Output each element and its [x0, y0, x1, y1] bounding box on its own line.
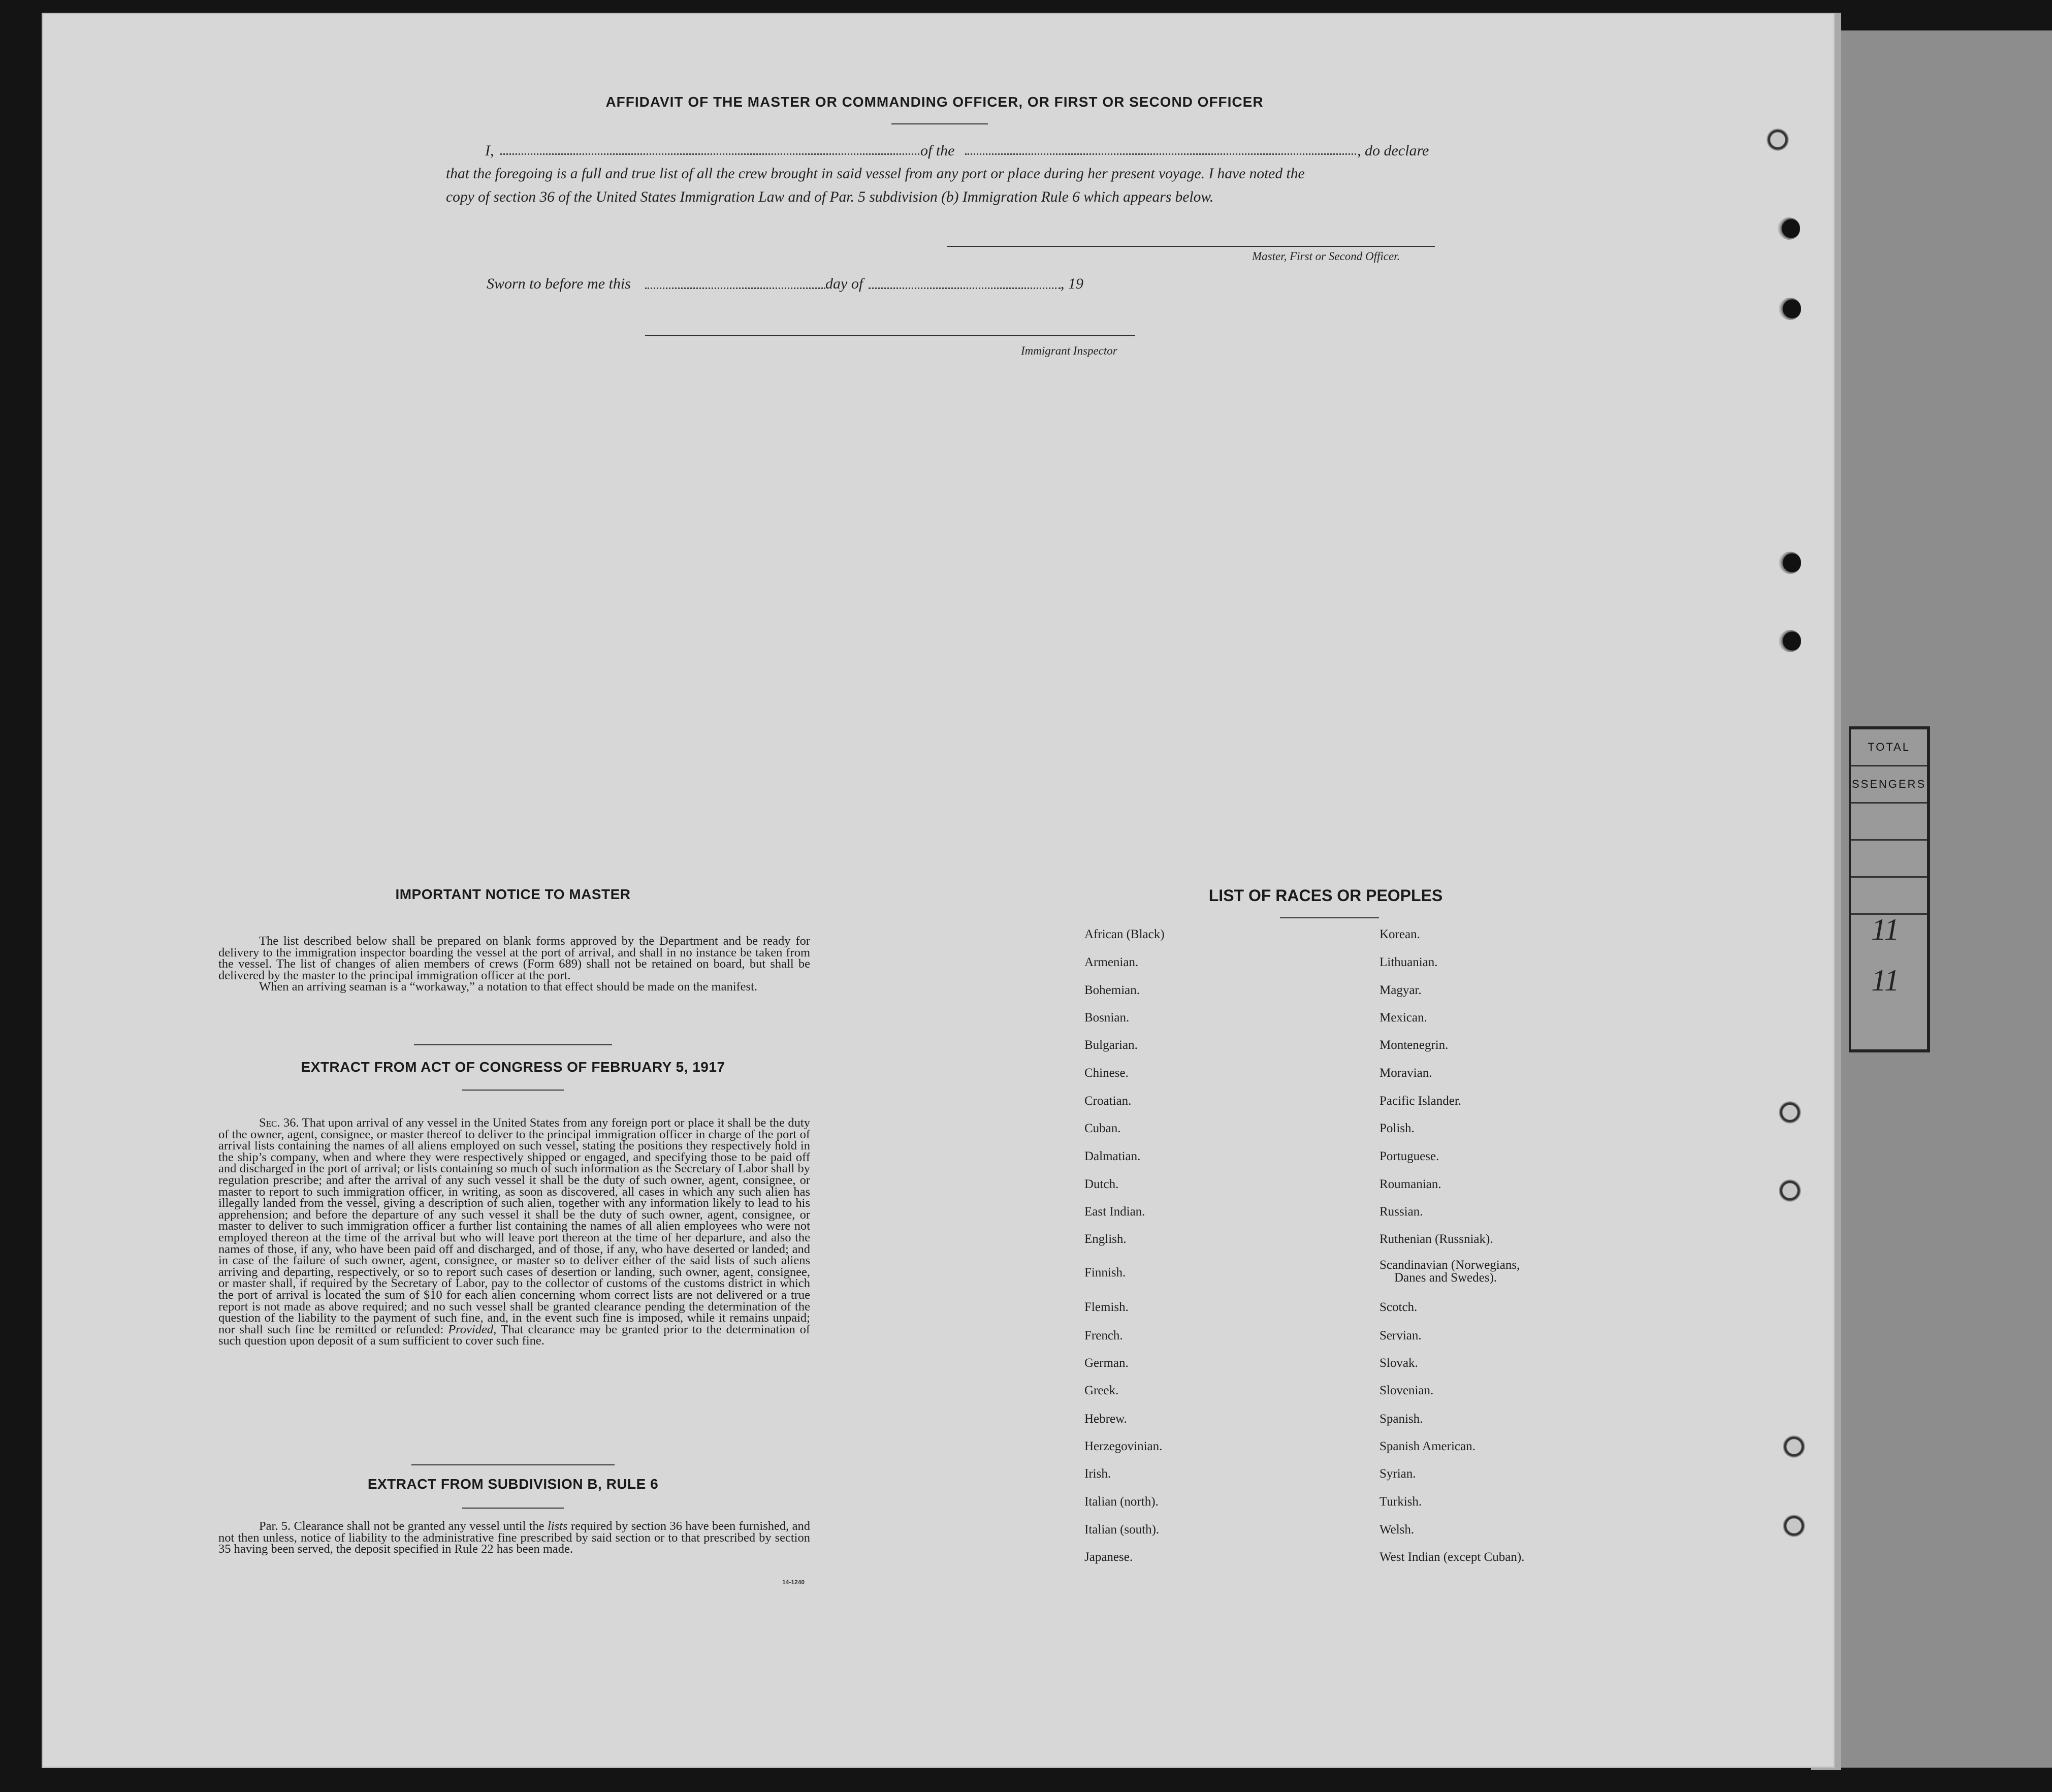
race-item: Montenegrin.: [1380, 1038, 1449, 1052]
binder-hole: [1779, 298, 1801, 320]
race-item: English.: [1084, 1232, 1127, 1246]
rule-extract-title: EXTRACT FROM SUBDIVISION B, RULE 6: [367, 1476, 659, 1492]
rule-extract-text: [218, 1521, 810, 1555]
handwritten-count: 11: [1871, 964, 1900, 997]
binder-hole: [1779, 1179, 1801, 1202]
notice-paragraph-2: When an arriving seaman is a “workaway,” a notation to that effect should be made on the manifest.: [259, 980, 758, 994]
binder-hole: [1767, 129, 1789, 151]
race-item: Bohemian.: [1084, 983, 1140, 997]
race-item: Herzegovinian.: [1084, 1439, 1163, 1453]
box-row: [1851, 804, 1927, 841]
race-item: Portuguese.: [1380, 1149, 1439, 1163]
inspector-signature-line: [645, 335, 1135, 336]
affidavit-of-label: of the: [920, 142, 955, 159]
affidavit-line-2: that the foregoing is a full and true list of all the crew brought in said vessel from any port or place during her present voyage. I have noted the: [446, 166, 1305, 182]
binder-hole: [1779, 1101, 1801, 1124]
inspector-caption: Immigrant Inspector: [1021, 344, 1117, 357]
sworn-label: Sworn to before me this: [487, 275, 631, 292]
race-item: Roumanian.: [1380, 1177, 1441, 1191]
race-item: Spanish American.: [1380, 1439, 1476, 1453]
par-5-text: Par. 5. Clearance shall not be granted any vessel until the: [259, 1519, 544, 1533]
race-item: Spanish.: [1380, 1412, 1423, 1426]
section-36-proviso: That clearance may be granted prior to the determination of such question upon deposit of a sum sufficient to cover such fine.: [218, 1322, 811, 1348]
section-label: Sec. 36.: [259, 1116, 299, 1130]
race-item: Dutch.: [1084, 1177, 1119, 1191]
race-item: East Indian.: [1084, 1205, 1145, 1219]
divider: [891, 123, 988, 124]
race-item: Servian.: [1380, 1329, 1422, 1342]
box-header-total: TOTAL: [1851, 729, 1927, 766]
race-item: Turkish.: [1380, 1495, 1422, 1509]
divider: [411, 1464, 615, 1465]
race-item: Russian.: [1380, 1205, 1423, 1219]
vessel-blank: [965, 153, 1356, 155]
race-item: Syrian.: [1380, 1467, 1416, 1481]
race-item: Flemish.: [1084, 1300, 1129, 1314]
affidavit-declare-label: , do declare: [1357, 142, 1429, 159]
race-item: French.: [1084, 1329, 1123, 1342]
provided-word: Provided,: [448, 1322, 497, 1336]
act-extract-title: EXTRACT FROM ACT OF CONGRESS OF FEBRUARY 5, 1917: [301, 1059, 725, 1075]
month-blank: [869, 287, 1061, 289]
race-item: Scandinavian (Norwegians,: [1380, 1258, 1520, 1272]
box-header-passengers: SSENGERS: [1851, 766, 1927, 804]
divider: [414, 1044, 612, 1045]
notice-paragraph-1: The list described below shall be prepared on blank forms approved by the Department and be ready for delivery to the immigration inspector boarding the vessel at the port of arrival, and shall in no instance be taken from the vessel. The list of changes of alien members of crews (Form 689) shall not be retained on board, but shall be delivered by the master to the principal immigration officer at the port.: [218, 934, 810, 982]
race-item: Dalmatian.: [1084, 1149, 1141, 1163]
form-number: 14-1240: [782, 1579, 805, 1586]
binder-hole: [1783, 1435, 1805, 1458]
divider: [1280, 917, 1379, 918]
race-item: Chinese.: [1084, 1066, 1129, 1080]
section-36-text: That upon arrival of any vessel in the United States from any foreign port or place it shall be the duty of the owner, agent, consignee, or master thereof to deliver to the principal immigration officer in charge of the port of arrival lists containing the names of all aliens employed on such vessel, stating the positions they respectively hold in the ship’s company, when and where they were respectively shipped or engaged, and specifying those to be paid off and discharged in the port of arrival; or lists containing so much of such information as the Secretary of Labor shall by regulation prescribe; and after the arrival of any such vessel it shall be the duty of such owner, agent, consignee, or master to report to such immigration officer, in writing, as soon as discovered, all cases in which any such alien has illegally landed from the vessel, giving a description of such alien, together with any information likely to lead to his apprehension; and before the departure of any such vessel it shall be the duty of such owner, agent, consignee, or master to deliver to such immigration officer a further list containing the names of all alien employees who were not employed thereon at the time of the arrival but who will leave port thereon at the time of her departure, and also the names of those, if any, who have been paid off and discharged, and of those, if any, who have deserted or landed; and in case of the failure of such owner, agent, consignee, or master so to deliver either of the said lists of such aliens arriving and departing, respectively, or so to report such cases of desertion or landing, such owner, agent, consignee, or master shall, if required by the Secretary of Labor, pay to the collector of customs of the customs district in which the port of arrival is located the sum of $10 for each alien concerning whom correct lists are not delivered or a true report is not made as above required; and no such vessel shall be granted clearance pending the determination of the question of the liability to the payment of such fine, and, in the event such fine is imposed, while it remains unpaid; nor shall such fine be remitted or refunded:: [218, 1116, 810, 1336]
race-item: African (Black): [1084, 927, 1165, 941]
race-item: Irish.: [1084, 1467, 1111, 1481]
binder-hole: [1779, 630, 1801, 652]
race-item: Ruthenian (Russniak).: [1380, 1232, 1493, 1246]
year-label: , 19: [1061, 275, 1083, 292]
day-of-label: day of: [825, 275, 863, 292]
master-caption: Master, First or Second Officer.: [1252, 250, 1400, 263]
sworn-day-blank: [645, 287, 825, 289]
name-blank: [500, 153, 919, 155]
race-item-continued: Danes and Swedes).: [1394, 1271, 1497, 1285]
master-signature-line: [947, 246, 1435, 247]
affidavit-title: AFFIDAVIT OF THE MASTER OR COMMANDING OFFICER, OR FIRST OR SECOND OFFICER: [605, 94, 1264, 110]
race-item: Greek.: [1084, 1384, 1119, 1397]
race-item: Bulgarian.: [1084, 1038, 1138, 1052]
affidavit-i-label: I,: [485, 142, 494, 159]
race-item: Pacific Islander.: [1380, 1094, 1462, 1108]
race-item: Bosnian.: [1084, 1011, 1130, 1025]
race-item: West Indian (except Cuban).: [1380, 1550, 1525, 1564]
race-item: Korean.: [1380, 927, 1420, 941]
race-item: Armenian.: [1084, 955, 1139, 969]
binder-hole: [1783, 1515, 1805, 1537]
divider: [462, 1090, 564, 1091]
race-item: Magyar.: [1380, 983, 1422, 997]
notice-title: IMPORTANT NOTICE TO MASTER: [395, 886, 631, 902]
race-item: Italian (north).: [1084, 1495, 1159, 1509]
race-item: Croatian.: [1084, 1094, 1132, 1108]
race-item: Moravian.: [1380, 1066, 1432, 1080]
race-item: Scotch.: [1380, 1300, 1418, 1314]
races-list-title: LIST OF RACES OR PEOPLES: [1208, 886, 1443, 905]
notice-text: [218, 936, 810, 993]
race-item: Slovak.: [1380, 1356, 1418, 1370]
binder-hole: [1779, 552, 1801, 574]
box-row: [1851, 878, 1927, 915]
handwritten-count: 11: [1871, 913, 1900, 946]
divider: [462, 1508, 564, 1509]
race-item: Finnish.: [1084, 1266, 1126, 1279]
par-5-text-continued: required by section 36 have been furnished, and not then unless, notice of liability to the administrative fine prescribed by said section or to that prescribed by section 35 having been served, the deposit specified in Rule 22 has been made.: [218, 1519, 811, 1556]
race-item: German.: [1084, 1356, 1129, 1370]
total-passengers-box: [1849, 726, 1930, 1052]
affidavit-line-3: copy of section 36 of the United States Immigration Law and of Par. 5 subdivision (b) Immigration Rule 6 which appears below.: [446, 189, 1214, 205]
race-item: Polish.: [1380, 1122, 1415, 1135]
race-item: Welsh.: [1380, 1523, 1415, 1537]
lists-word: lists: [548, 1519, 568, 1533]
race-item: Cuban.: [1084, 1122, 1121, 1135]
race-item: Hebrew.: [1084, 1412, 1127, 1426]
race-item: Japanese.: [1084, 1550, 1133, 1564]
binder-hole: [1778, 217, 1800, 240]
race-item: Lithuanian.: [1380, 955, 1438, 969]
act-extract-text: [218, 1117, 810, 1347]
race-item: Italian (south).: [1084, 1523, 1160, 1537]
race-item: Slovenian.: [1380, 1384, 1434, 1397]
box-row: [1851, 841, 1927, 878]
race-item: Mexican.: [1380, 1011, 1427, 1025]
